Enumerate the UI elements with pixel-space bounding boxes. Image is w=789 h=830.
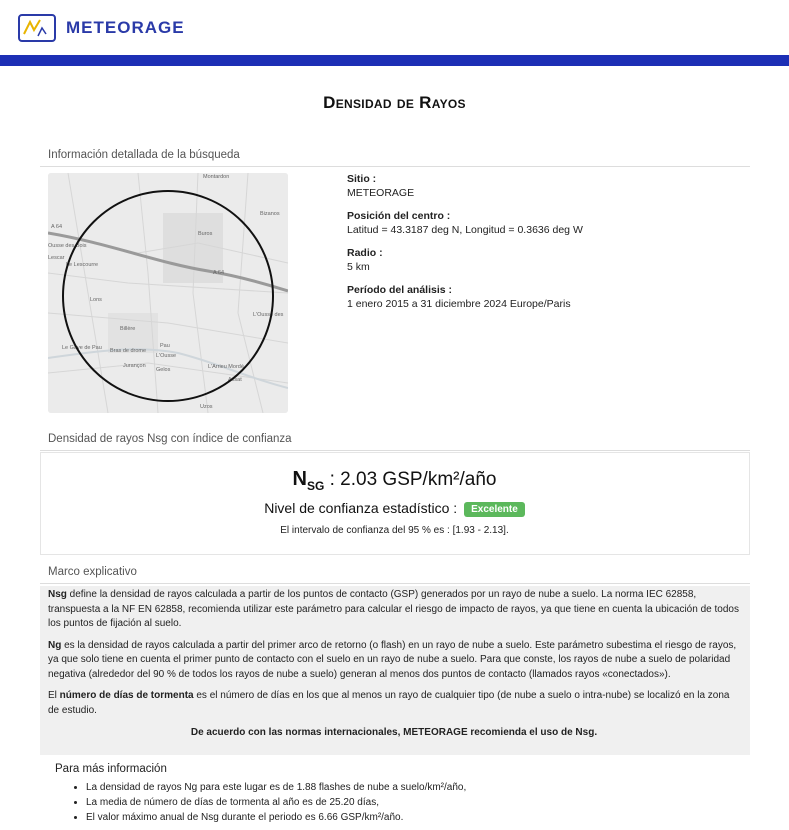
map-label: Montardon bbox=[203, 174, 230, 180]
page-title: Densidad de Rayos bbox=[323, 93, 466, 112]
map-label: Buros bbox=[198, 231, 213, 237]
map-label: Bizanos bbox=[260, 211, 280, 217]
center-position-label: Posición del centro : bbox=[347, 210, 451, 222]
location-map[interactable] bbox=[48, 173, 288, 413]
header-bar bbox=[0, 55, 789, 66]
lightning-logo-icon bbox=[18, 14, 56, 42]
map-label: Le Lescourre bbox=[66, 262, 99, 268]
map-label: Uzos bbox=[200, 404, 213, 410]
ng-paragraph: Ng es la densidad de rayos calculada a partir del primer arco de retorno (o flash) en un rayo de nube a suelo. Este parámetro subestima el riesgo de rayos, ya que solo tiene en cuenta el primer punto de contacto con el suelo en un rayo de nube a suelo. Para que conste, los rayos de nube a suelo de polaridad negativa (alrededor del 90 % de todos los rayos de nube a suelo) generan al menos dos puntos de contacto (llamados rayos «conectados»). bbox=[48, 639, 737, 680]
map-label: Billère bbox=[120, 326, 136, 332]
map-label: Lescar bbox=[48, 255, 65, 261]
map-label: Jurançon bbox=[123, 363, 146, 369]
site-label: Sitio : bbox=[347, 173, 377, 185]
nsg-symbol: N bbox=[292, 468, 307, 490]
meteorage-logo[interactable] bbox=[18, 14, 185, 42]
analysis-period-value: 1 enero 2015 a 31 diciembre 2024 Europe/Paris bbox=[347, 298, 571, 310]
confidence-label: Nivel de confianza estadístico : bbox=[264, 500, 458, 516]
search-details bbox=[347, 173, 747, 321]
explain-header: Marco explicativo bbox=[40, 566, 750, 584]
explain-panel bbox=[40, 586, 750, 755]
confidence-badge: Excelente bbox=[464, 502, 525, 517]
analysis-period-label: Período del análisis : bbox=[347, 284, 453, 296]
confidence-level bbox=[0, 500, 789, 517]
map-label: L'Ousse des bbox=[253, 312, 284, 318]
nsg-value-text: : 2.03 GSP/km²/año bbox=[329, 469, 497, 490]
map-label: Ousse des Bois bbox=[48, 243, 87, 249]
map-label: L'Ousse bbox=[156, 353, 177, 359]
more-info-title: Para más información bbox=[55, 763, 167, 775]
nsg-value bbox=[0, 468, 789, 493]
search-info-header: Información detallada de la búsqueda bbox=[40, 149, 750, 167]
map-label: A 64 bbox=[51, 224, 63, 230]
more-info-list bbox=[70, 780, 466, 825]
nsg-paragraph: Nsg define la densidad de rayos calculada a partir de los puntos de contacto (GSP) generados por un rayo de nube a suelo. La norma IEC 62858, transpuesta a la NF EN 62858, recomienda utilizar este parámetro para calcular el riesgo de impacto de rayos, ya que tiene en cuenta la ubicación de todos los puntos de fijación al suelo. bbox=[48, 589, 739, 629]
recommendation: De acuerdo con las normas internacionales, METEORAGE recomienda el uso de Nsg. bbox=[190, 727, 598, 738]
center-position-value: Latitud = 43.3187 deg N, Longitud = 0.3636 deg W bbox=[347, 224, 583, 236]
map-label: Lons bbox=[90, 297, 102, 303]
nsg-subscript: SG bbox=[306, 478, 325, 493]
map-label: Gelos bbox=[156, 367, 171, 373]
radius-label: Radio : bbox=[347, 247, 383, 259]
map-label: Assat bbox=[228, 377, 242, 383]
radius-value: 5 km bbox=[347, 261, 370, 273]
map-label: Pau bbox=[160, 343, 170, 349]
confidence-interval: El intervalo de confianza del 95 % es : [1.93 - 2.13]. bbox=[280, 525, 509, 536]
brand-name: METEORAGE bbox=[66, 18, 185, 37]
map-label: L'Arrieu Mordé bbox=[208, 364, 244, 370]
list-item: • El valor máximo anual de Nsg durante el periodo es 6.66 GSP/km²/año. bbox=[86, 810, 466, 825]
site-value: METEORAGE bbox=[347, 187, 415, 199]
map-label: Bras de drome bbox=[110, 348, 147, 354]
density-header: Densidad de rayos Nsg con índice de confianza bbox=[40, 433, 750, 451]
map-label: A 64 bbox=[213, 270, 225, 276]
list-item: • La media de número de días de tormenta al año es de 25.20 días, bbox=[86, 795, 466, 810]
list-item: • La densidad de rayos Ng para este lugar es de 1.88 flashes de nube a suelo/km²/año, bbox=[86, 780, 466, 795]
storm-days-paragraph: El número de días de tormenta es el número de días en los que al menos un rayo de cualquier tipo (de nube a suelo o intra-nube) se localizó en la zona de estudio. bbox=[48, 690, 730, 716]
map-label: Le Gave de Pau bbox=[62, 345, 102, 351]
